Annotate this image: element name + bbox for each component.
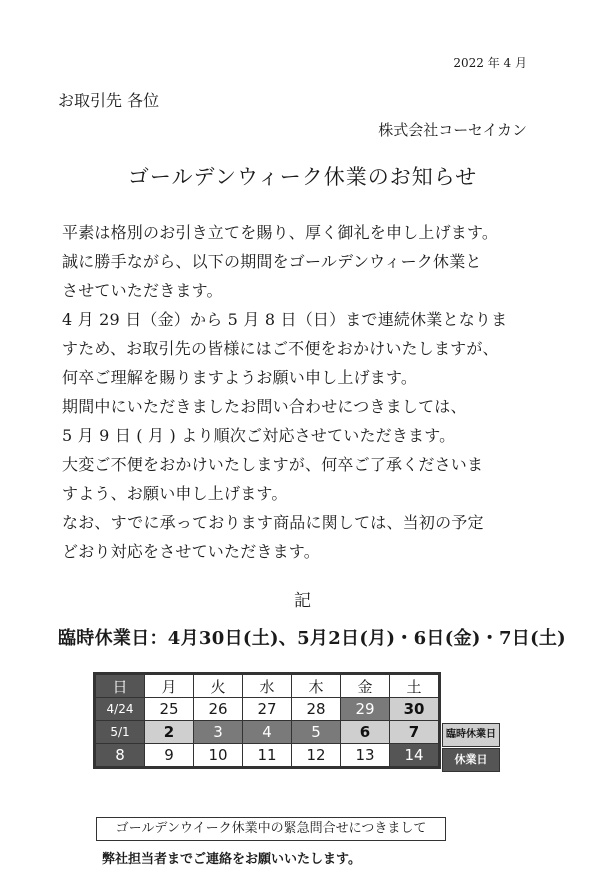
calendar-day: 27 [243, 698, 292, 721]
legend-special-closure: 臨時休業日 [442, 723, 500, 747]
calendar-day: 6 [341, 721, 390, 744]
calendar-day: 9 [145, 744, 194, 768]
body-line: すため、お取引先の皆様にはご不便をおかけいたしますが、 [62, 339, 499, 358]
recipient: お取引先 各位 [58, 91, 160, 110]
weekday-thu: 木 [292, 674, 341, 698]
calendar-day: 8 [95, 744, 145, 768]
notice-title: ゴールデンウィーク休業のお知らせ [127, 165, 478, 189]
calendar-week-row [95, 721, 440, 744]
calendar-day: 12 [292, 744, 341, 768]
body-line: 期間中にいただきましたお問い合わせにつきましては、 [62, 397, 467, 416]
company-name: 株式会社コーセイカン [378, 121, 527, 139]
weekday-mon: 月 [145, 674, 194, 698]
calendar-header-row [95, 674, 440, 698]
calendar-day: 5 [292, 721, 341, 744]
notice-body [62, 218, 532, 566]
calendar-day: 28 [292, 698, 341, 721]
body-line: すよう、お願い申し上げます。 [62, 484, 288, 503]
body-line: 誠に勝手ながら、以下の期間をゴールデンウィーク休業と [62, 252, 482, 271]
closed-days: 臨時休業日：4月30日(土)、5月2日(月)・6日(金)・7日(土) [58, 628, 567, 649]
body-line: 何卒ご理解を賜りますようお願い申し上げます。 [62, 368, 418, 387]
calendar-day: 29 [341, 698, 390, 721]
calendar-day: 14 [390, 744, 440, 768]
calendar-day: 4 [243, 721, 292, 744]
calendar-day: 10 [194, 744, 243, 768]
holiday-calendar [93, 672, 441, 769]
calendar-day: 3 [194, 721, 243, 744]
calendar-day: 25 [145, 698, 194, 721]
calendar-day: 4/24 [95, 698, 145, 721]
calendar-day: 26 [194, 698, 243, 721]
weekday-tue: 火 [194, 674, 243, 698]
calendar-day: 2 [145, 721, 194, 744]
weekday-sat: 土 [390, 674, 440, 698]
body-line: 5 月 9 日 ( 月 ) より順次ご対応させていただきます。 [62, 426, 456, 445]
body-line: なお、すでに承っております商品に関しては、当初の予定 [62, 513, 484, 532]
body-line: 4 月 29 日（金）から 5 月 8 日（日）まで連続休業となりま [62, 310, 508, 329]
body-line: どおり対応をさせていただきます。 [62, 542, 320, 561]
calendar-day: 13 [341, 744, 390, 768]
calendar-day: 5/1 [95, 721, 145, 744]
calendar-week-row [95, 698, 440, 721]
calendar-day: 11 [243, 744, 292, 768]
body-line: 大変ご不便をおかけいたしますが、何卒ご了承くださいま [62, 455, 484, 474]
calendar-day: 30 [390, 698, 440, 721]
legend-holiday: 休業日 [442, 748, 500, 772]
body-line: 平素は格別のお引き立てを賜り、厚く御礼を申し上げます。 [62, 223, 499, 242]
calendar-day: 7 [390, 721, 440, 744]
weekday-fri: 金 [341, 674, 390, 698]
ki-heading: 記 [294, 591, 311, 611]
calendar-week-row [95, 744, 440, 768]
body-line: させていただきます。 [62, 281, 223, 300]
emergency-contact-box: ゴールデンウイーク休業中の緊急問合せにつきまして [96, 817, 446, 841]
document-date: 2022 年 4 月 [453, 56, 527, 70]
weekday-wed: 水 [243, 674, 292, 698]
emergency-contact-note: 弊社担当者までご連絡をお願いいたします。 [102, 852, 361, 867]
weekday-sun: 日 [95, 674, 145, 698]
